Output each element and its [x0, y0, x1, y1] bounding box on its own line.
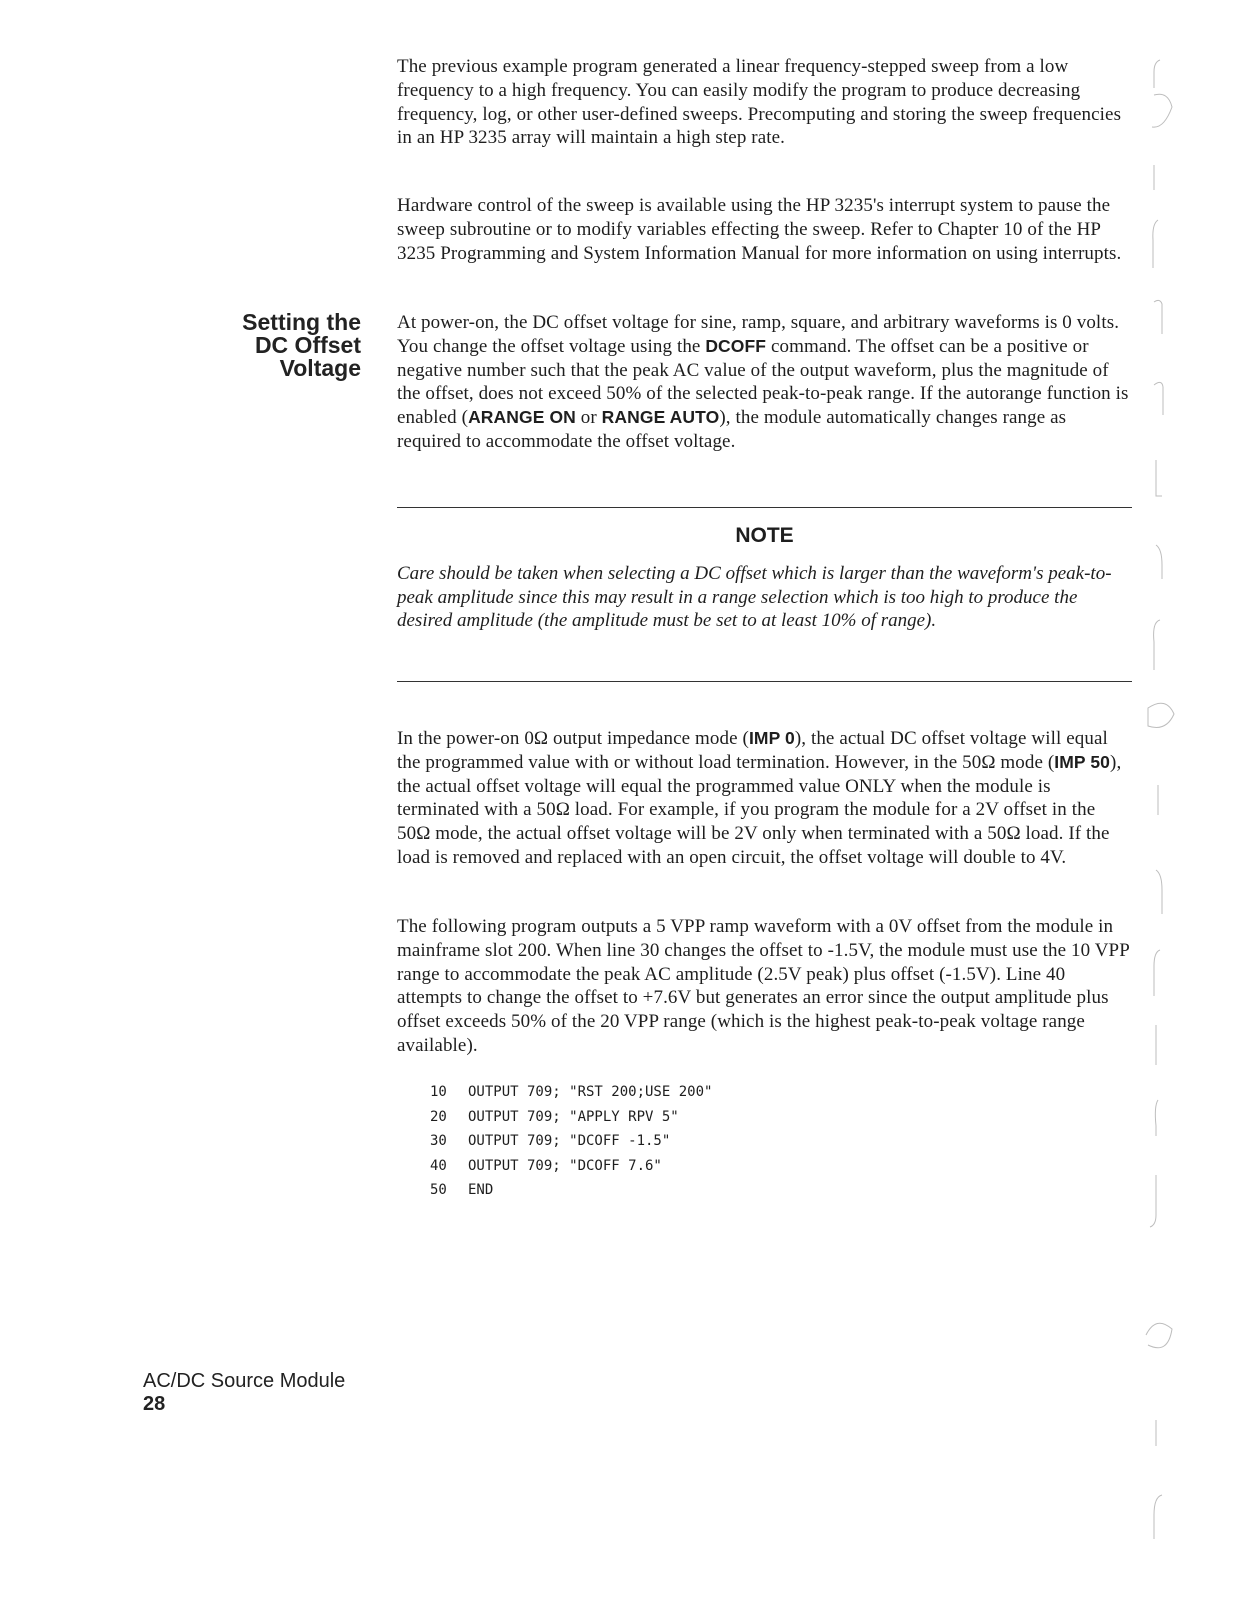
- section-heading-line-1: Setting the: [242, 309, 361, 335]
- text-run: command. The offset can be a positive or negative number such that the peak AC value of the output waveform, plus the magnitude of the offset, does not exceed 50% of the selected peak-to-peak range. If the autorange function is enabled (: [397, 335, 1129, 429]
- paragraph-example-program: The following program outputs a 5 VPP ramp waveform with a 0V offset from the module in mainframe slot 200. When line 30 changes the offset to -1.5V, the module must use the 10 VPP range to accommodate the peak AC amplitude (2.5V peak) plus offset (-1.5V). Line 40 attempts to change the offset to +7.6V but generates an error since the output amplitude plus offset exceeds 50% of the 20 VPP range (which is the highest peak-to-peak voltage range available).: [397, 916, 1130, 1056]
- section-heading: [242, 311, 361, 380]
- code-line-text: OUTPUT 709; "RST 200;USE 200": [468, 1084, 713, 1100]
- page-footer: [143, 1370, 345, 1416]
- footer-title: AC/DC Source Module: [143, 1370, 346, 1392]
- code-line-number: 50: [430, 1182, 447, 1198]
- text-run: or: [575, 407, 602, 429]
- binding-margin-marks: [1140, 40, 1180, 1560]
- note-text: Care should be taken when selecting a DC offset which is larger than the waveform's peak-to-peak amplitude since this may result in a range selection which is too high to produce the desired amplitude (the amplitude must be set to at least 10% of range).: [397, 563, 1112, 631]
- text-run: In the power-on 0Ω output impedance mode (: [397, 728, 749, 749]
- command-range-auto: RANGE AUTO: [601, 407, 720, 428]
- code-line-number: 30: [430, 1133, 447, 1149]
- code-line-number: 20: [430, 1108, 447, 1125]
- text-run: ), the actual DC offset voltage will equal the programmed value with or without load termination. However, in the 50Ω mode (: [397, 728, 1108, 773]
- command-imp-0: IMP 0: [748, 728, 795, 748]
- code-line-text: END: [468, 1182, 494, 1198]
- code-line-text: OUTPUT 709; "APPLY RPV 5": [468, 1108, 679, 1125]
- text-run: ), the actual offset voltage will equal the programmed value ONLY when the module is terminated with a 50Ω load. For example, if you program the module for a 2V offset in the 50Ω mode, the actual offset voltage will be 2V only when terminated with a 50Ω load. If the load is removed and replaced with an open circuit, the offset voltage will double to 4V.: [397, 751, 1122, 868]
- code-line: [430, 1133, 670, 1149]
- note-title: NOTE: [735, 524, 794, 547]
- code-listing: [430, 1080, 712, 1203]
- paragraph-impedance: [397, 727, 1132, 870]
- code-line: [430, 1158, 662, 1174]
- section-heading-line-2: DC Offset: [254, 332, 361, 358]
- note-top-rule: [397, 507, 1132, 508]
- note-bottom-rule: [397, 681, 1132, 682]
- page-number: 28: [143, 1393, 166, 1415]
- command-dcoff: DCOFF: [705, 335, 767, 356]
- paragraph-hardware-control: Hardware control of the sweep is available using the HP 3235's interrupt system to pause the sweep subroutine or to modify variables effecting the sweep. Refer to Chapter 10 of the HP 3235 Programming and System Information Manual for more information on using interrupts.: [397, 195, 1122, 264]
- text-run: ), the module automatically changes range as required to accommodate the offset voltage.: [397, 407, 1067, 452]
- code-line-number: 10: [430, 1084, 447, 1100]
- code-line-text: OUTPUT 709; "DCOFF -1.5": [468, 1133, 671, 1149]
- section-heading-line-3: Voltage: [279, 355, 361, 381]
- paragraph-sweep-intro: The previous example program generated a linear frequency-stepped sweep from a low frequency to a high frequency. You can easily modify the program to produce decreasing frequency, log, or other user-defined sweeps. Precomputing and storing the sweep frequencies in an HP 3235 array will maintain a high step rate.: [397, 56, 1122, 149]
- code-line-number: 40: [430, 1157, 447, 1174]
- code-line-text: OUTPUT 709; "DCOFF 7.6": [468, 1157, 662, 1174]
- code-line: [430, 1182, 493, 1198]
- code-line: [430, 1084, 712, 1100]
- command-imp-50: IMP 50: [1054, 751, 1111, 772]
- command-arange-on: ARANGE ON: [468, 407, 576, 428]
- text-run: At power-on, the DC offset voltage for sine, ramp, square, and arbitrary waveforms is 0 volts. You change the offset voltage using the: [397, 312, 1120, 357]
- paragraph-dc-offset: [397, 311, 1132, 454]
- code-line: [430, 1109, 679, 1125]
